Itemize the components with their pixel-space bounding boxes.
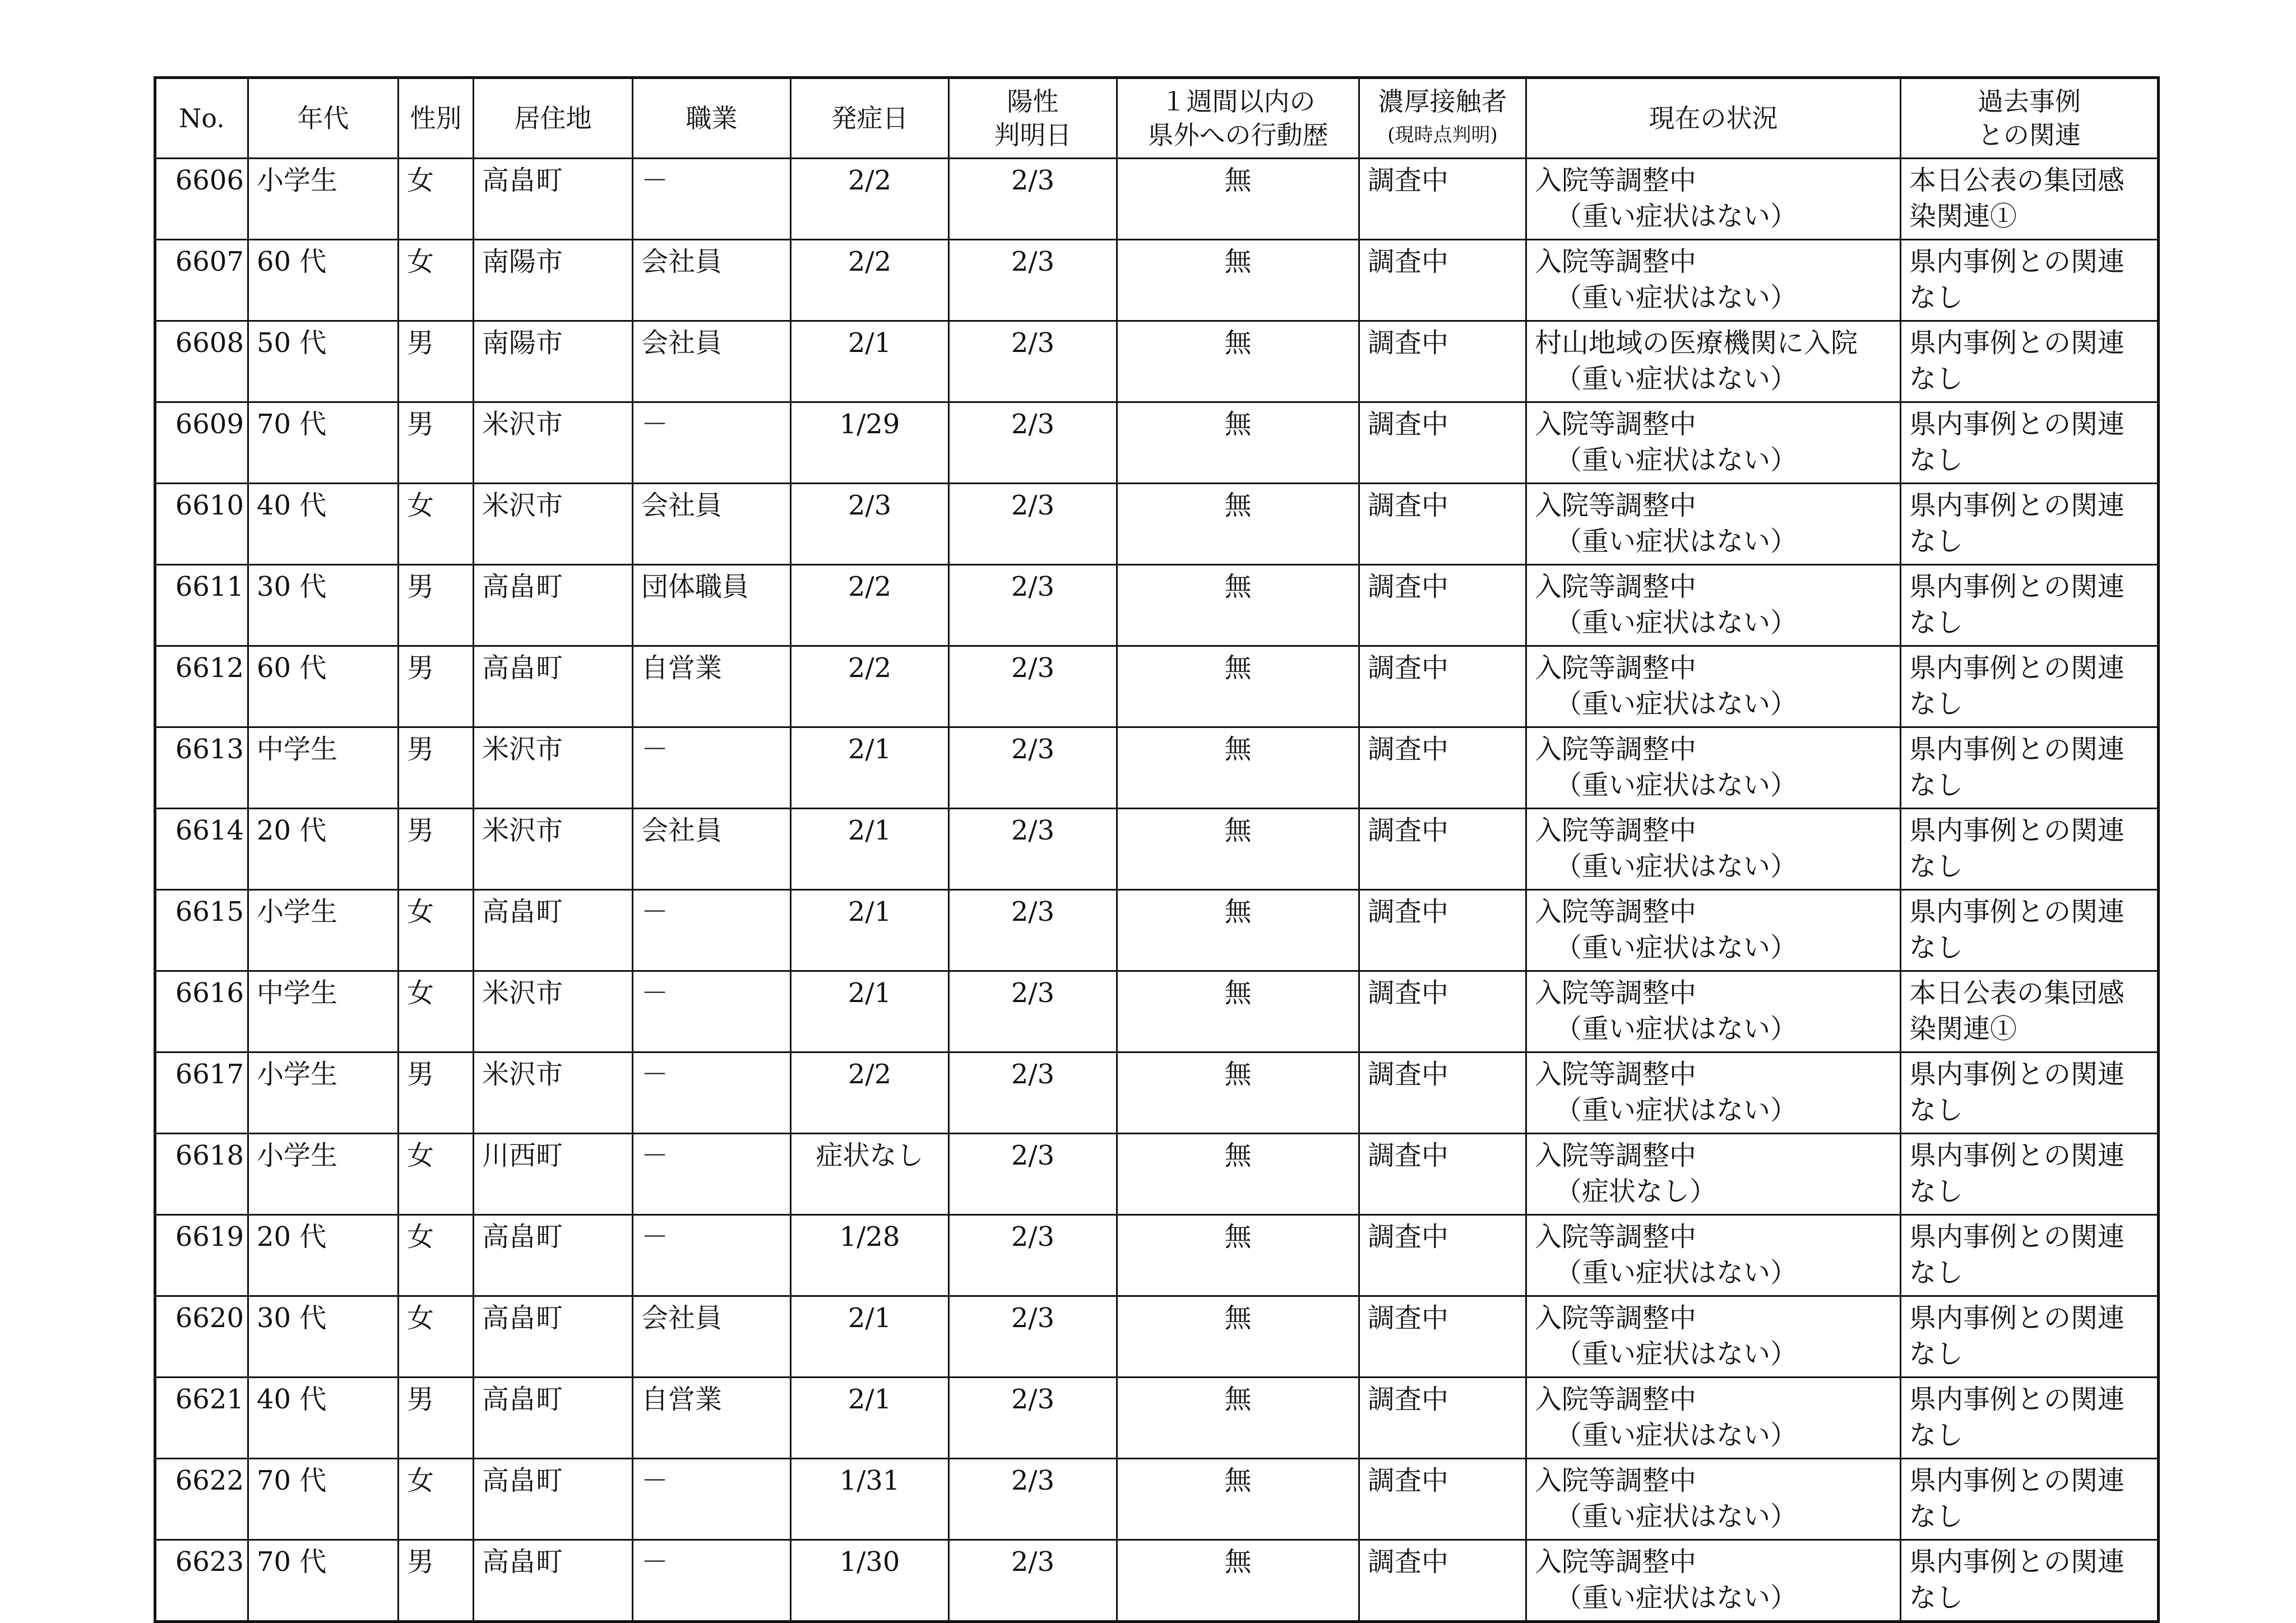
cell-residence: 川西町 (474, 1134, 633, 1215)
cell-past-case-relation: 県内事例との関連 なし (1901, 727, 2159, 809)
cell-sex: 男 (399, 646, 474, 727)
cell-onset-date: 症状なし (791, 1134, 949, 1215)
cell-travel-history: 無 (1117, 240, 1359, 321)
cell-occupation: － (633, 727, 791, 809)
cell-positive-date: 2/3 (949, 809, 1117, 890)
cell-sex: 男 (399, 809, 474, 890)
table-row (155, 1378, 2159, 1459)
cell-positive-date: 2/3 (949, 1378, 1117, 1459)
cell-close-contacts: 調査中 (1359, 890, 1526, 971)
header-occupation: 職業 (633, 78, 791, 159)
cell-residence: 米沢市 (474, 971, 633, 1052)
cell-travel-history: 無 (1117, 1459, 1359, 1540)
cell-close-contacts: 調査中 (1359, 971, 1526, 1052)
cell-positive-date: 2/3 (949, 159, 1117, 240)
cell-current-status: 入院等調整中 （重い症状はない） (1526, 565, 1901, 646)
cell-onset-date: 1/28 (791, 1215, 949, 1296)
cell-residence: 米沢市 (474, 1052, 633, 1134)
cell-past-case-relation: 県内事例との関連 なし (1901, 240, 2159, 321)
cell-occupation: 会社員 (633, 484, 791, 565)
table-row (155, 1296, 2159, 1378)
cell-close-contacts: 調査中 (1359, 1540, 1526, 1622)
cell-travel-history: 無 (1117, 971, 1359, 1052)
cell-no: 6609 (155, 402, 248, 484)
cell-close-contacts: 調査中 (1359, 321, 1526, 402)
cell-close-contacts: 調査中 (1359, 159, 1526, 240)
cell-no: 6615 (155, 890, 248, 971)
cell-travel-history: 無 (1117, 646, 1359, 727)
cell-age: 20 代 (248, 1215, 399, 1296)
cell-onset-date: 2/2 (791, 565, 949, 646)
cell-age: 60 代 (248, 646, 399, 727)
table-row (155, 321, 2159, 402)
cell-residence: 高畠町 (474, 646, 633, 727)
cell-close-contacts: 調査中 (1359, 727, 1526, 809)
cell-occupation: － (633, 1134, 791, 1215)
cell-current-status: 入院等調整中 （重い症状はない） (1526, 1459, 1901, 1540)
cell-current-status: 入院等調整中 （重い症状はない） (1526, 1540, 1901, 1622)
cell-close-contacts: 調査中 (1359, 1215, 1526, 1296)
cell-sex: 男 (399, 1540, 474, 1622)
cell-sex: 女 (399, 484, 474, 565)
cell-past-case-relation: 県内事例との関連 なし (1901, 1134, 2159, 1215)
cell-past-case-relation: 本日公表の集団感 染関連① (1901, 971, 2159, 1052)
cell-onset-date: 2/1 (791, 809, 949, 890)
cell-current-status: 入院等調整中 （重い症状はない） (1526, 159, 1901, 240)
cell-no: 6610 (155, 484, 248, 565)
cell-occupation: － (633, 402, 791, 484)
cell-travel-history: 無 (1117, 1378, 1359, 1459)
cell-sex: 男 (399, 727, 474, 809)
cell-current-status: 入院等調整中 （重い症状はない） (1526, 890, 1901, 971)
cell-occupation: 会社員 (633, 1296, 791, 1378)
cell-age: 50 代 (248, 321, 399, 402)
cell-past-case-relation: 県内事例との関連 なし (1901, 565, 2159, 646)
cell-positive-date: 2/3 (949, 971, 1117, 1052)
cell-positive-date: 2/3 (949, 402, 1117, 484)
cell-current-status: 入院等調整中 （重い症状はない） (1526, 727, 1901, 809)
cell-occupation: － (633, 159, 791, 240)
cell-onset-date: 2/1 (791, 1378, 949, 1459)
cell-age: 20 代 (248, 809, 399, 890)
cell-positive-date: 2/3 (949, 1052, 1117, 1134)
cell-close-contacts: 調査中 (1359, 1296, 1526, 1378)
table-row (155, 1052, 2159, 1134)
cell-current-status: 入院等調整中 （重い症状はない） (1526, 402, 1901, 484)
cell-no: 6614 (155, 809, 248, 890)
cell-travel-history: 無 (1117, 402, 1359, 484)
cell-current-status: 入院等調整中 （重い症状はない） (1526, 1296, 1901, 1378)
cell-onset-date: 2/1 (791, 321, 949, 402)
cell-no: 6618 (155, 1134, 248, 1215)
cell-close-contacts: 調査中 (1359, 646, 1526, 727)
cell-positive-date: 2/3 (949, 1215, 1117, 1296)
cell-age: 小学生 (248, 159, 399, 240)
header-close-contacts: 濃厚接触者 (現時点判明) (1359, 78, 1526, 159)
cell-age: 30 代 (248, 565, 399, 646)
cell-close-contacts: 調査中 (1359, 240, 1526, 321)
cell-onset-date: 2/1 (791, 890, 949, 971)
cell-past-case-relation: 県内事例との関連 なし (1901, 321, 2159, 402)
cell-past-case-relation: 県内事例との関連 なし (1901, 809, 2159, 890)
cell-onset-date: 2/3 (791, 484, 949, 565)
cell-close-contacts: 調査中 (1359, 565, 1526, 646)
cell-sex: 男 (399, 321, 474, 402)
table-row (155, 1540, 2159, 1622)
cell-close-contacts: 調査中 (1359, 484, 1526, 565)
cell-occupation: 自営業 (633, 646, 791, 727)
cell-residence: 米沢市 (474, 809, 633, 890)
cell-occupation: 団体職員 (633, 565, 791, 646)
cell-age: 70 代 (248, 402, 399, 484)
cell-past-case-relation: 県内事例との関連 なし (1901, 1052, 2159, 1134)
cell-residence: 高畠町 (474, 1459, 633, 1540)
header-onset-date: 発症日 (791, 78, 949, 159)
table-row (155, 484, 2159, 565)
case-rows (155, 159, 2159, 1622)
cell-travel-history: 無 (1117, 1052, 1359, 1134)
cell-travel-history: 無 (1117, 727, 1359, 809)
table-row (155, 890, 2159, 971)
header-row (155, 78, 2159, 159)
table-row (155, 565, 2159, 646)
cell-travel-history: 無 (1117, 565, 1359, 646)
cell-past-case-relation: 県内事例との関連 なし (1901, 1459, 2159, 1540)
cell-residence: 高畠町 (474, 1215, 633, 1296)
cell-sex: 男 (399, 1052, 474, 1134)
cell-onset-date: 2/2 (791, 159, 949, 240)
cell-travel-history: 無 (1117, 1134, 1359, 1215)
header-age: 年代 (248, 78, 399, 159)
cell-sex: 女 (399, 159, 474, 240)
header-travel-history: １週間以内の 県外への行動歴 (1117, 78, 1359, 159)
cell-onset-date: 2/1 (791, 727, 949, 809)
cell-past-case-relation: 県内事例との関連 なし (1901, 484, 2159, 565)
cell-residence: 高畠町 (474, 1378, 633, 1459)
case-list-table (154, 76, 2160, 1623)
cell-sex: 女 (399, 1459, 474, 1540)
cell-close-contacts: 調査中 (1359, 809, 1526, 890)
cell-close-contacts: 調査中 (1359, 1134, 1526, 1215)
cell-residence: 高畠町 (474, 1540, 633, 1622)
cell-current-status: 入院等調整中 （重い症状はない） (1526, 971, 1901, 1052)
cell-onset-date: 2/1 (791, 971, 949, 1052)
cell-residence: 米沢市 (474, 402, 633, 484)
cell-no: 6622 (155, 1459, 248, 1540)
cell-positive-date: 2/3 (949, 890, 1117, 971)
cell-positive-date: 2/3 (949, 1296, 1117, 1378)
cell-close-contacts: 調査中 (1359, 1378, 1526, 1459)
cell-occupation: 会社員 (633, 240, 791, 321)
table-row (155, 1134, 2159, 1215)
table-row (155, 971, 2159, 1052)
cell-positive-date: 2/3 (949, 240, 1117, 321)
cell-past-case-relation: 県内事例との関連 なし (1901, 402, 2159, 484)
cell-age: 40 代 (248, 1378, 399, 1459)
cell-no: 6612 (155, 646, 248, 727)
cell-onset-date: 1/31 (791, 1459, 949, 1540)
cell-sex: 女 (399, 240, 474, 321)
cell-current-status: 入院等調整中 （重い症状はない） (1526, 1215, 1901, 1296)
header-residence: 居住地 (474, 78, 633, 159)
cell-residence: 高畠町 (474, 1296, 633, 1378)
table-row (155, 809, 2159, 890)
table-row (155, 1459, 2159, 1540)
cell-age: 70 代 (248, 1540, 399, 1622)
cell-past-case-relation: 県内事例との関連 なし (1901, 1540, 2159, 1622)
cell-past-case-relation: 本日公表の集団感 染関連① (1901, 159, 2159, 240)
cell-travel-history: 無 (1117, 1215, 1359, 1296)
cell-current-status: 入院等調整中 （症状なし） (1526, 1134, 1901, 1215)
cell-close-contacts: 調査中 (1359, 1052, 1526, 1134)
cell-positive-date: 2/3 (949, 321, 1117, 402)
cell-occupation: 会社員 (633, 321, 791, 402)
cell-travel-history: 無 (1117, 484, 1359, 565)
cell-occupation: － (633, 971, 791, 1052)
table-row (155, 240, 2159, 321)
cell-past-case-relation: 県内事例との関連 なし (1901, 1215, 2159, 1296)
cell-current-status: 村山地域の医療機関に入院 （重い症状はない） (1526, 321, 1901, 402)
cell-past-case-relation: 県内事例との関連 なし (1901, 1296, 2159, 1378)
cell-onset-date: 2/2 (791, 646, 949, 727)
header-positive-date: 陽性 判明日 (949, 78, 1117, 159)
cell-occupation: － (633, 1052, 791, 1134)
cell-current-status: 入院等調整中 （重い症状はない） (1526, 240, 1901, 321)
cell-residence: 高畠町 (474, 890, 633, 971)
cell-no: 6623 (155, 1540, 248, 1622)
cell-age: 中学生 (248, 727, 399, 809)
table-row (155, 646, 2159, 727)
cell-travel-history: 無 (1117, 809, 1359, 890)
cell-sex: 女 (399, 971, 474, 1052)
cell-sex: 女 (399, 1215, 474, 1296)
cell-age: 中学生 (248, 971, 399, 1052)
cell-occupation: － (633, 890, 791, 971)
cell-positive-date: 2/3 (949, 565, 1117, 646)
cell-current-status: 入院等調整中 （重い症状はない） (1526, 1378, 1901, 1459)
cell-travel-history: 無 (1117, 1296, 1359, 1378)
cell-positive-date: 2/3 (949, 1540, 1117, 1622)
cell-occupation: － (633, 1459, 791, 1540)
cell-residence: 米沢市 (474, 727, 633, 809)
cell-no: 6611 (155, 565, 248, 646)
cell-occupation: 自営業 (633, 1378, 791, 1459)
cell-positive-date: 2/3 (949, 727, 1117, 809)
cell-sex: 女 (399, 1134, 474, 1215)
cell-no: 6608 (155, 321, 248, 402)
cell-no: 6620 (155, 1296, 248, 1378)
table-row (155, 159, 2159, 240)
cell-sex: 男 (399, 565, 474, 646)
cell-current-status: 入院等調整中 （重い症状はない） (1526, 646, 1901, 727)
cell-occupation: － (633, 1540, 791, 1622)
cell-no: 6619 (155, 1215, 248, 1296)
cell-sex: 女 (399, 1296, 474, 1378)
cell-residence: 高畠町 (474, 565, 633, 646)
header-past-case-relation: 過去事例 との関連 (1901, 78, 2159, 159)
cell-onset-date: 1/30 (791, 1540, 949, 1622)
cell-positive-date: 2/3 (949, 1459, 1117, 1540)
cell-positive-date: 2/3 (949, 1134, 1117, 1215)
cell-age: 30 代 (248, 1296, 399, 1378)
cell-residence: 南陽市 (474, 240, 633, 321)
cell-current-status: 入院等調整中 （重い症状はない） (1526, 1052, 1901, 1134)
cell-age: 小学生 (248, 1134, 399, 1215)
header-current-status: 現在の状況 (1526, 78, 1901, 159)
cell-onset-date: 2/2 (791, 1052, 949, 1134)
cell-no: 6607 (155, 240, 248, 321)
cell-positive-date: 2/3 (949, 484, 1117, 565)
cell-sex: 女 (399, 890, 474, 971)
cell-travel-history: 無 (1117, 159, 1359, 240)
cell-current-status: 入院等調整中 （重い症状はない） (1526, 484, 1901, 565)
table-row (155, 402, 2159, 484)
cell-past-case-relation: 県内事例との関連 なし (1901, 646, 2159, 727)
cell-occupation: － (633, 1215, 791, 1296)
cell-no: 6616 (155, 971, 248, 1052)
cell-positive-date: 2/3 (949, 646, 1117, 727)
cell-no: 6621 (155, 1378, 248, 1459)
cell-age: 40 代 (248, 484, 399, 565)
cell-age: 70 代 (248, 1459, 399, 1540)
cell-past-case-relation: 県内事例との関連 なし (1901, 1378, 2159, 1459)
cell-sex: 男 (399, 1378, 474, 1459)
header-no: No. (155, 78, 248, 159)
cell-onset-date: 2/2 (791, 240, 949, 321)
cell-sex: 男 (399, 402, 474, 484)
cell-residence: 米沢市 (474, 484, 633, 565)
cell-age: 小学生 (248, 890, 399, 971)
cell-close-contacts: 調査中 (1359, 1459, 1526, 1540)
cell-no: 6613 (155, 727, 248, 809)
cell-close-contacts: 調査中 (1359, 402, 1526, 484)
cell-current-status: 入院等調整中 （重い症状はない） (1526, 809, 1901, 890)
cell-travel-history: 無 (1117, 890, 1359, 971)
cell-age: 60 代 (248, 240, 399, 321)
cell-onset-date: 2/1 (791, 1296, 949, 1378)
cell-travel-history: 無 (1117, 1540, 1359, 1622)
cell-residence: 高畠町 (474, 159, 633, 240)
cell-occupation: 会社員 (633, 809, 791, 890)
cell-residence: 南陽市 (474, 321, 633, 402)
header-sex: 性別 (399, 78, 474, 159)
table-row (155, 727, 2159, 809)
cell-no: 6617 (155, 1052, 248, 1134)
cell-past-case-relation: 県内事例との関連 なし (1901, 890, 2159, 971)
cell-onset-date: 1/29 (791, 402, 949, 484)
cell-no: 6606 (155, 159, 248, 240)
table-row (155, 1215, 2159, 1296)
cell-travel-history: 無 (1117, 321, 1359, 402)
cell-age: 小学生 (248, 1052, 399, 1134)
